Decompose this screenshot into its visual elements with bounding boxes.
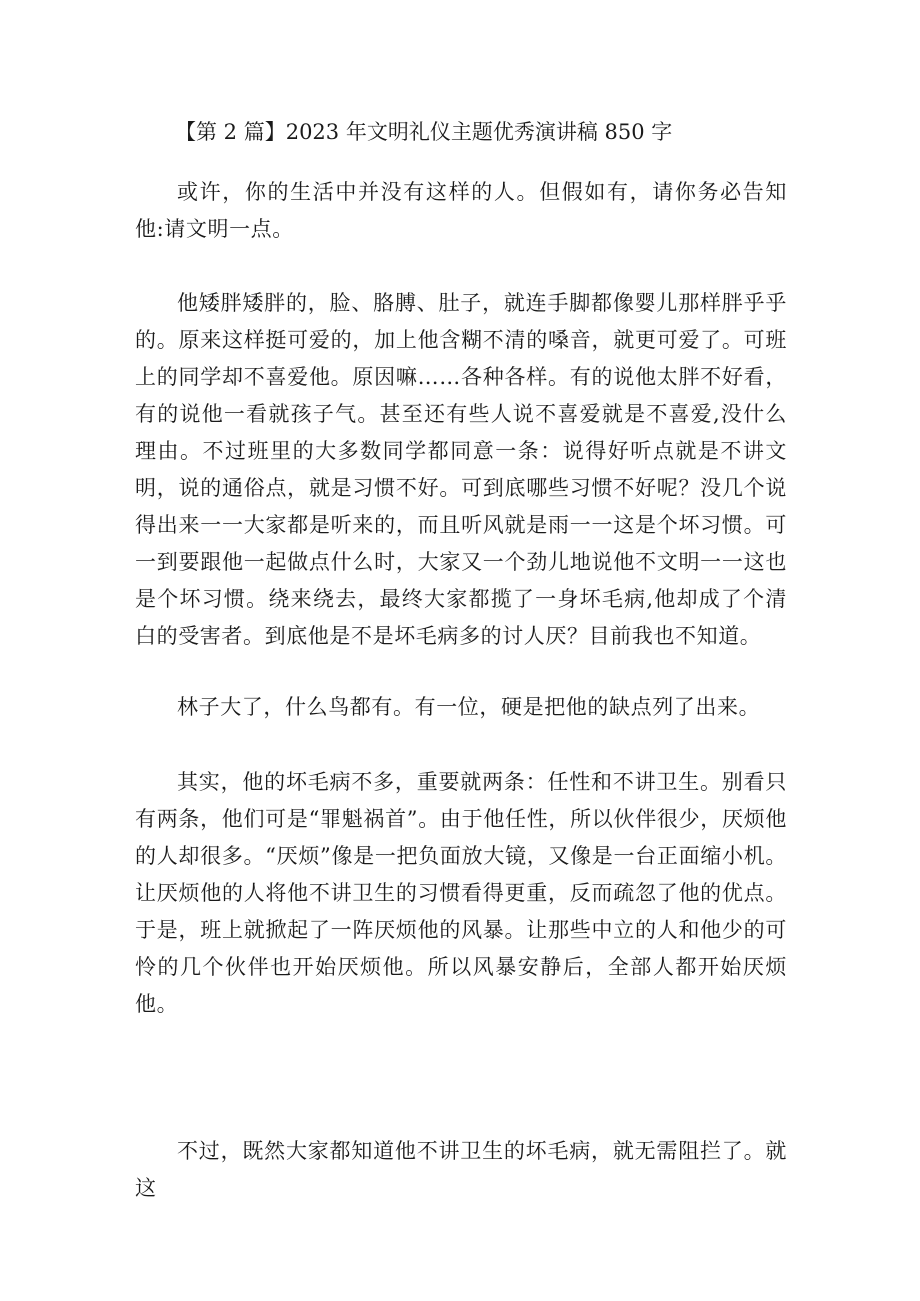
paragraph-5: 不过，既然大家都知道他不讲卫生的坏毛病，就无需阻拦了。就这 (135, 1139, 787, 1200)
document-title: 【第 2 篇】2023 年文明礼仪主题优秀演讲稿 850 字 (175, 120, 673, 144)
paragraph-3: 林子大了，什么鸟都有。有一位，硬是把他的缺点列了出来。 (177, 695, 761, 719)
paragraph-4: 其实，他的坏毛病不多，重要就两条：任性和不讲卫生。别看只有两条，他们可是“罪魁祸首”。由于他任性，所以伙伴很少，厌烦他的人却很多。“厌烦”像是一把负面放大镜，又像是一台正面缩小机。让厌烦他的人将他不讲卫生的习惯看得更重，反而疏忽了他的优点。于是，班上就掀起了一阵厌烦他的风暴。让那些中立的人和他少的可怜的几个伙伴也开始厌烦他。所以风暴安静后，全部人都开始厌烦他。 (135, 770, 787, 1016)
paragraph-1: 或许，你的生活中并没有这样的人。但假如有，请你务必告知他:请文明一点。 (135, 180, 787, 241)
paragraph-2: 他矮胖矮胖的，脸、胳膊、肚子，就连手脚都像婴儿那样胖乎乎的。原来这样挺可爱的，加上他含糊不清的嗓音，就更可爱了。可班上的同学却不喜爱他。原因嘛……各种各样。有的说他太胖不好看，有的说他一看就孩子气。甚至还有些人说不喜爱就是不喜爱,没什么理由。不过班里的大多数同学都同意一条：说得好听点就是不讲文明，说的通俗点，就是习惯不好。可到底哪些习惯不好呢？没几个说得出来一一大家都是听来的，而且听风就是雨一一这是个坏习惯。可一到要跟他一起做点什么时，大家又一个劲儿地说他不文明一一这也是个坏习惯。绕来绕去，最终大家都揽了一身坏毛病,他却成了个清白的受害者。到底他是不是坏毛病多的讨人厌？目前我也不知道。 (135, 291, 787, 648)
